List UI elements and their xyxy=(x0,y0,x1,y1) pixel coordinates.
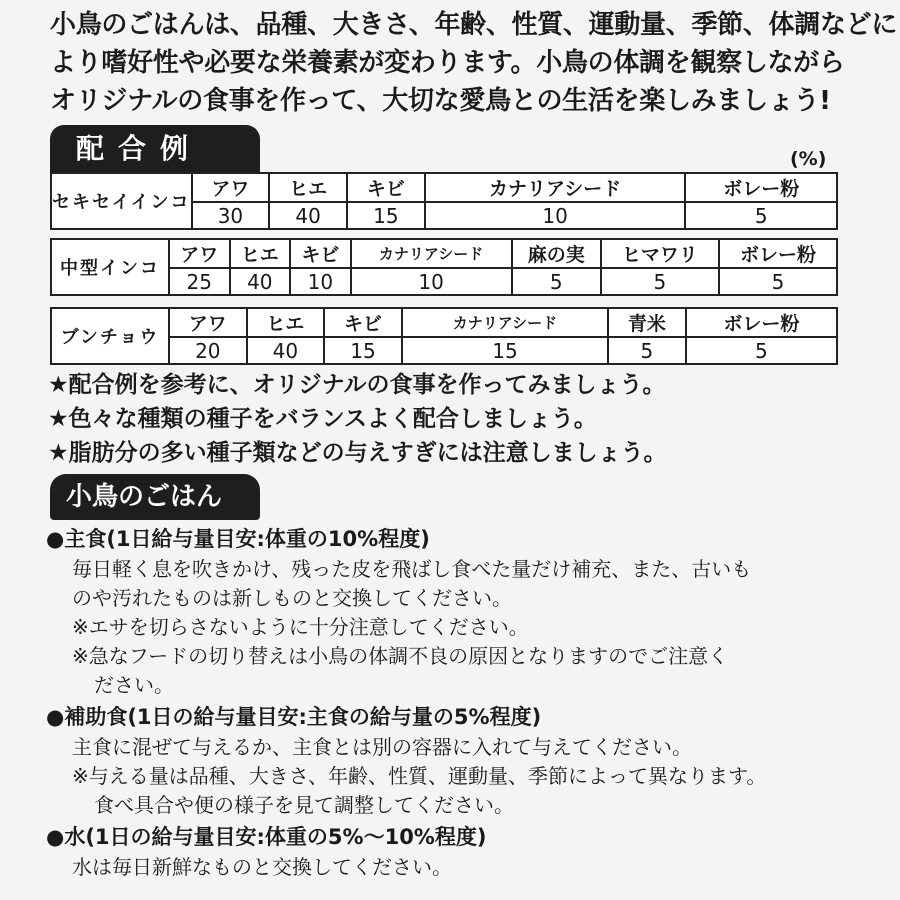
seed-header: 麻の実 xyxy=(512,239,601,268)
seed-header: カナリアシード xyxy=(402,308,608,337)
mix-table-java-sparrow xyxy=(50,307,838,365)
section-text: 毎日軽く息を吹きかけ、残った皮を飛ばし食べた量だけ補充、また、古いも xyxy=(72,557,752,581)
intro-line: オリジナルの食事を作って、大切な愛鳥との生活を楽しみましょう! xyxy=(50,86,831,116)
intro-line: より嗜好性や必要な栄養素が変わります。小鳥の体調を観察しながら xyxy=(50,48,845,78)
feeding-guide xyxy=(46,524,896,882)
seed-value: 5 xyxy=(601,268,719,295)
section-heading: ●主食(1日給与量目安:体重の10%程度) xyxy=(46,527,430,551)
water-section xyxy=(46,822,896,882)
seed-value: 40 xyxy=(230,268,291,295)
section-text: のや汚れたものは新しものと交換してください。 xyxy=(72,586,512,610)
seed-value: 5 xyxy=(686,337,837,364)
seed-header: キビ xyxy=(324,308,402,337)
seed-value: 20 xyxy=(169,337,247,364)
seed-value: 40 xyxy=(269,202,347,229)
section-text: ※エサを切らさないように十分注意してください。 xyxy=(72,615,529,639)
seed-header: ボレー粉 xyxy=(685,173,837,202)
seed-value: 5 xyxy=(719,268,837,295)
mix-notes xyxy=(48,368,667,470)
seed-value: 5 xyxy=(685,202,837,229)
seed-header: 青米 xyxy=(608,308,686,337)
mix-note: ★配合例を参考に、オリジナルの食事を作ってみましょう。 xyxy=(48,372,666,398)
seed-header: ヒマワリ xyxy=(601,239,719,268)
seed-value: 15 xyxy=(402,337,608,364)
mix-note: ★脂肪分の多い種子類などの与えすぎには注意しましょう。 xyxy=(48,440,667,466)
seed-header: ヒエ xyxy=(230,239,291,268)
section-text: ※急なフードの切り替えは小鳥の体調不良の原因となりますのでご注意く xyxy=(72,644,729,668)
section-text: 食べ具合や便の様子を見て調整してください。 xyxy=(94,793,514,817)
seed-header: ボレー粉 xyxy=(686,308,837,337)
seed-header: アワ xyxy=(169,308,247,337)
bird-name: ブンチョウ xyxy=(51,308,169,364)
seed-value: 30 xyxy=(192,202,270,229)
intro-line: 小鳥のごはんは、品種、大きさ、年齢、性質、運動量、季節、体調などに xyxy=(50,10,898,40)
seed-header: キビ xyxy=(290,239,351,268)
seed-value: 15 xyxy=(324,337,402,364)
seed-header: ヒエ xyxy=(247,308,325,337)
section-heading: ●水(1日の給与量目安:体重の5%〜10%程度) xyxy=(46,825,487,849)
seed-header: カナリアシード xyxy=(425,173,686,202)
bird-name: 中型インコ xyxy=(51,239,169,295)
seed-header: カナリアシード xyxy=(351,239,512,268)
section-heading: ●補助食(1日の給与量目安:主食の給与量の5%程度) xyxy=(46,705,542,729)
mix-table-medium-parakeet xyxy=(50,238,838,296)
seed-value: 10 xyxy=(290,268,351,295)
section-text: ※与える量は品種、大きさ、年齢、性質、運動量、季節によって異なります。 xyxy=(72,764,767,788)
staple-food-section xyxy=(46,524,896,700)
unit-label: (%) xyxy=(790,148,827,170)
section-text: 水は毎日新鮮なものと交換してください。 xyxy=(72,855,452,879)
section-text: 主食に混ぜて与えるか、主食とは別の容器に入れて与えてください。 xyxy=(72,735,692,759)
mix-table-budgerigar xyxy=(50,172,838,230)
seed-header: キビ xyxy=(347,173,425,202)
section-text: ださい。 xyxy=(94,673,174,697)
supplement-section xyxy=(46,702,896,820)
seed-value: 40 xyxy=(247,337,325,364)
seed-value: 15 xyxy=(347,202,425,229)
seed-header: ボレー粉 xyxy=(719,239,837,268)
bird-food-heading: 小鳥のごはん xyxy=(50,474,260,520)
seed-value: 5 xyxy=(608,337,686,364)
mix-note: ★色々な種類の種子をバランスよく配合しましょう。 xyxy=(48,406,597,432)
seed-header: アワ xyxy=(169,239,230,268)
seed-value: 5 xyxy=(512,268,601,295)
seed-value: 10 xyxy=(351,268,512,295)
seed-value: 25 xyxy=(169,268,230,295)
mix-example-heading: 配合例 xyxy=(50,125,260,173)
seed-header: ヒエ xyxy=(269,173,347,202)
seed-value: 10 xyxy=(425,202,686,229)
seed-header: アワ xyxy=(192,173,270,202)
bird-name: セキセイインコ xyxy=(51,173,192,229)
intro-text xyxy=(50,6,898,120)
